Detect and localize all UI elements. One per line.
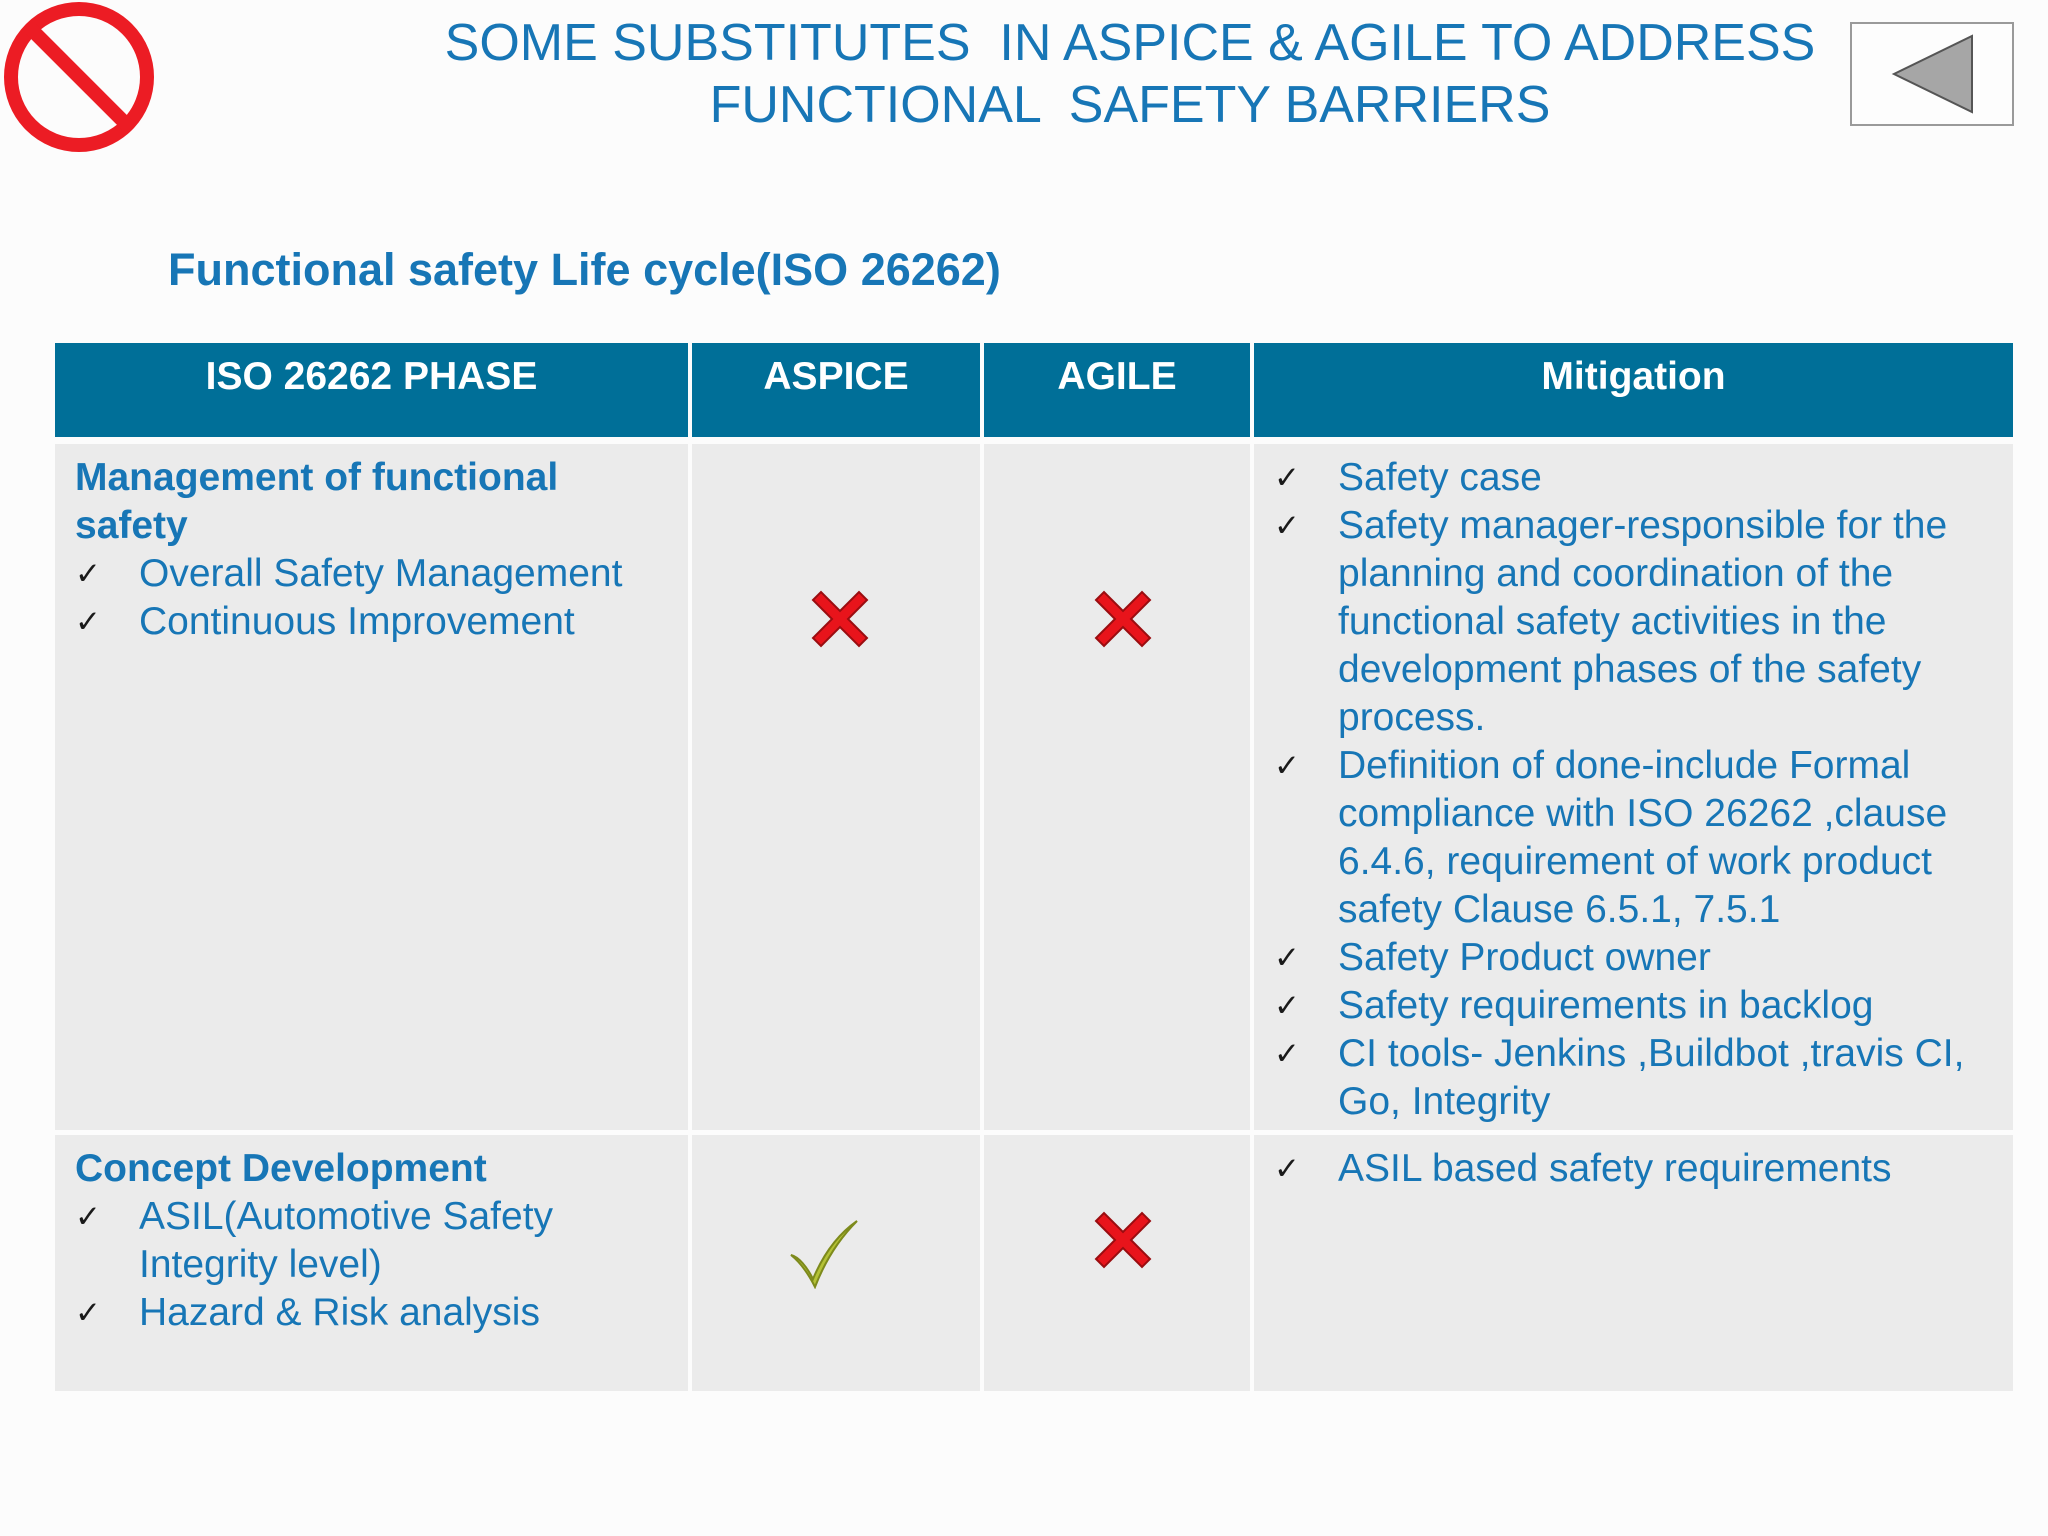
comparison-table: [55, 343, 2013, 1391]
list-item: ✓ Safety case: [1274, 454, 1993, 502]
phase-title: Concept Development: [75, 1147, 487, 1190]
green-check-icon: [789, 1217, 859, 1289]
red-cross-icon: [805, 584, 875, 654]
agile-cell: [984, 444, 1250, 1130]
mitigation-list: [1274, 454, 1993, 1126]
phase-item-list: [75, 1193, 688, 1337]
list-item: ✓ Overall Safety Management: [75, 550, 688, 598]
list-item: ✓ Safety manager-responsible for the planning and coordination of the functional safety activities in the development phases of the safety process.: [1274, 504, 1948, 739]
list-item: ✓ Continuous Improvement: [75, 598, 688, 646]
agile-cell: [984, 1135, 1250, 1391]
column-header-aspice: ASPICE: [692, 343, 980, 437]
checkmark-icon: ✓: [1274, 1036, 1300, 1072]
checkmark-icon: ✓: [1274, 508, 1300, 544]
column-header-mitigation: Mitigation: [1254, 343, 2013, 437]
aspice-cell: [692, 1135, 980, 1391]
checkmark-icon: ✓: [1274, 940, 1300, 976]
aspice-cell: [692, 444, 980, 1130]
list-item: ✓ Safety Product owner: [1274, 934, 1993, 982]
checkmark-icon: ✓: [75, 1199, 101, 1235]
list-item: ✓ ASIL based safety requirements: [1274, 1145, 1993, 1193]
prohibition-sign-icon: [2, 0, 156, 154]
mitigation-cell: [1254, 1135, 2013, 1391]
list-item: ✓ Definition of done-include Formal compliance with ISO 26262 ,clause 6.4.6, requirement of work product safety Clause 6.5.1, 7.5.1: [1274, 744, 1948, 931]
back-button[interactable]: [1850, 22, 2014, 126]
phase-cell: [55, 1135, 688, 1391]
checkmark-icon: ✓: [1274, 748, 1300, 784]
checkmark-icon: ✓: [75, 1295, 101, 1331]
phase-cell: [55, 444, 688, 1130]
checkmark-icon: ✓: [1274, 1151, 1300, 1187]
list-item: ✓ CI tools- Jenkins ,Buildbot ,travis CI, Go, Integrity: [1274, 1032, 1965, 1123]
red-cross-icon: [1088, 1205, 1158, 1275]
triangle-left-icon: [1890, 34, 1976, 116]
red-cross-icon: [1088, 584, 1158, 654]
checkmark-icon: ✓: [1274, 988, 1300, 1024]
phase-item-list: [75, 550, 688, 646]
list-item: ✓ Safety requirements in backlog: [1274, 982, 1993, 1030]
list-item: ✓ ASIL(Automotive Safety Integrity level): [75, 1195, 554, 1286]
section-subtitle: Functional safety Life cycle(ISO 26262): [168, 244, 1001, 295]
list-item: ✓ Hazard & Risk analysis: [75, 1289, 688, 1337]
checkmark-icon: ✓: [75, 604, 101, 640]
checkmark-icon: ✓: [75, 556, 101, 592]
column-header-agile: AGILE: [984, 343, 1250, 437]
mitigation-list: [1274, 1145, 1993, 1193]
checkmark-icon: ✓: [1274, 460, 1300, 496]
phase-title: Management of functional safety: [75, 456, 559, 547]
column-header-phase: ISO 26262 PHASE: [55, 343, 688, 437]
slide-title: SOME SUBSTITUTES IN ASPICE & AGILE TO ADDRESS FUNCTIONAL SAFETY BARRIERS: [444, 14, 1816, 134]
mitigation-cell: [1254, 444, 2013, 1130]
